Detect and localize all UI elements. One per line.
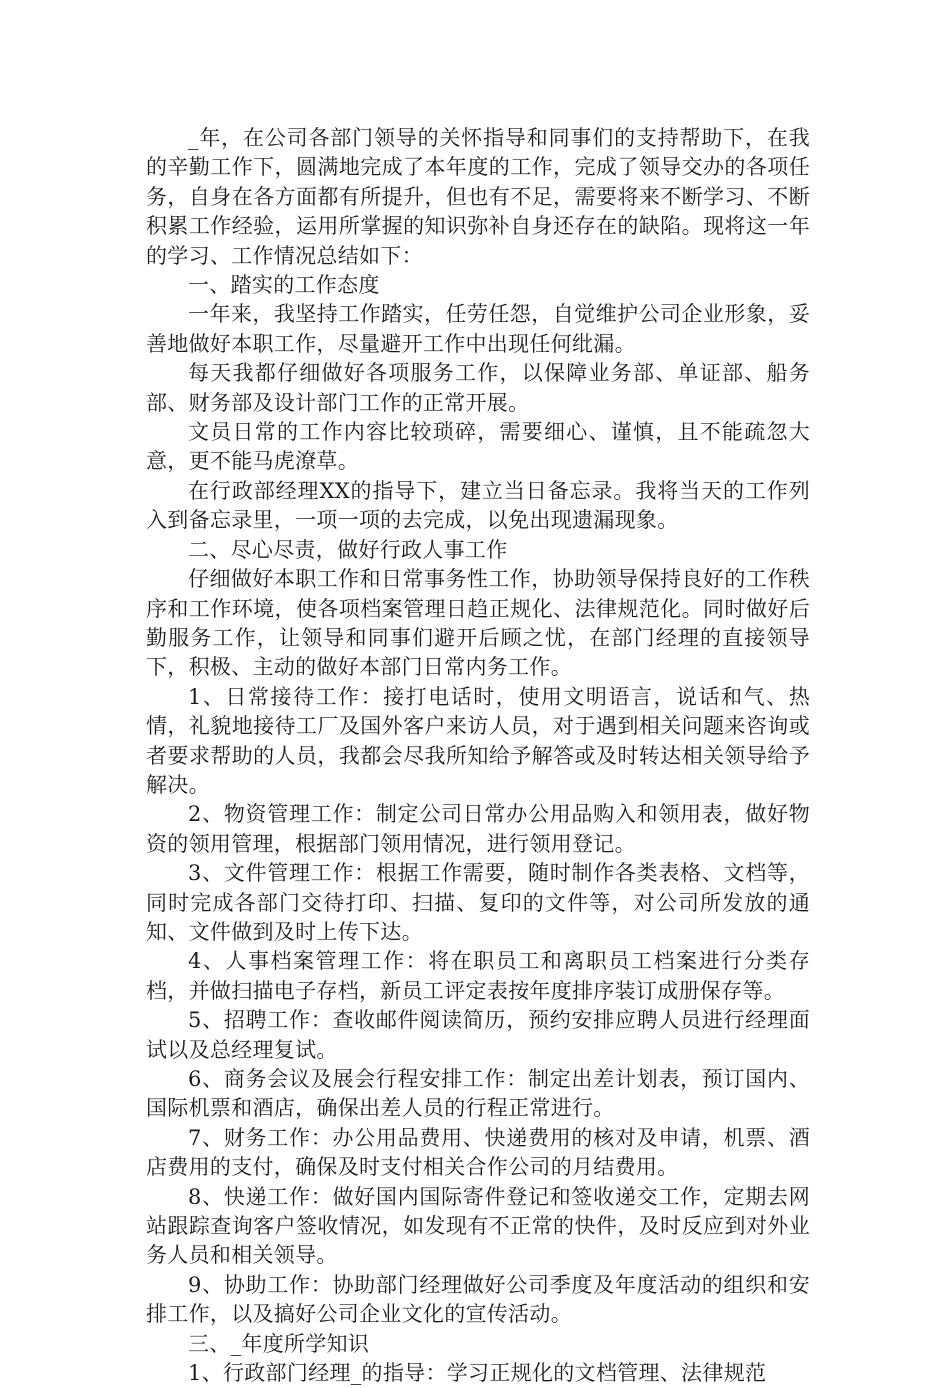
list-item-recruiting: 5、招聘工作：查收邮件阅读简历，预约安排应聘人员进行经理面试以及总经理复试。 xyxy=(146,1008,810,1062)
list-item-personnel-records: 4、人事档案管理工作：将在职员工和离职员工档案进行分类存档，并做扫描电子存档，新员工评定表按年度排序装订成册保存等。 xyxy=(146,949,810,1003)
list-item-files: 3、文件管理工作：根据工作需要，随时制作各类表格、文档等，同时完成各部门交待打印、扫描、复印的文件等，对公司所发放的通知、文件做到及时上传下达。 xyxy=(146,861,810,944)
section-heading-3: 三、_年度所学知识 xyxy=(188,1331,370,1356)
paragraph: 文员日常的工作内容比较琐碎，需要细心、谨慎，且不能疏忽大意，更不能马虎潦草。 xyxy=(146,420,810,474)
document-body xyxy=(146,124,810,1388)
paragraph: 每天我都仔细做好各项服务工作，以保障业务部、单证部、船务部、财务部及设计部门工作的正常开展。 xyxy=(146,361,810,415)
list-item-business-travel: 6、商务会议及展会行程安排工作：制定出差计划表，预订国内、国际机票和酒店，确保出差人员的行程正常进行。 xyxy=(146,1067,810,1121)
paragraph: 仔细做好本职工作和日常事务性工作，协助领导保持良好的工作秩序和工作环境，使各项档案管理日趋正规化、法律规范化。同时做好后勤服务工作，让领导和同事们避开后顾之忧，在部门经理的直接领导下，积极、主动的做好本部门日常内务工作。 xyxy=(146,567,810,680)
list-item-reception: 1、日常接待工作：接打电话时，使用文明语言，说话和气、热情，礼貌地接待工厂及国外客户来访人员，对于遇到相关问题来咨询或者要求帮助的人员，我都会尽我所知给予解答或及时转达相关领导给予解决。 xyxy=(146,684,810,797)
list-item-finance: 7、财务工作：办公用品费用、快递费用的核对及申请，机票、酒店费用的支付，确保及时支付相关合作公司的月结费用。 xyxy=(146,1125,810,1180)
paragraph: 一年来，我坚持工作踏实，任劳任怨，自觉维护公司企业形象，妥善地做好本职工作，尽量避开工作中出现任何纰漏。 xyxy=(146,302,810,356)
list-item-supplies: 2、物资管理工作：制定公司日常办公用品购入和领用表，做好物资的领用管理，根据部门领用情况，进行领用登记。 xyxy=(146,802,810,856)
section-heading-1: 一、踏实的工作态度 xyxy=(188,273,380,298)
list-item-assistance: 9、协助工作：协助部门经理做好公司季度及年度活动的组织和安排工作，以及搞好公司企业文化的宣传活动。 xyxy=(146,1272,810,1327)
list-item-courier: 8、快递工作：做好国内国际寄件登记和签收递交工作，定期去网站跟踪查询客户签收情况，如发现有不正常的快件，及时反应到对外业务人员和相关领导。 xyxy=(146,1184,810,1268)
section-heading-2: 二、尽心尽责，做好行政人事工作 xyxy=(188,537,508,562)
intro-paragraph: _年，在公司各部门领导的关怀指导和同事们的支持帮助下，在我的辛勤工作下，圆满地完成了本年度的工作，完成了领导交办的各项任务，自身在各方面都有所提升，但也有不足，需要将来不断学习、不断积累工作经验，运用所掌握的知识弥补自身还存在的缺陷。现将这一年的学习、工作情况总结如下： xyxy=(146,126,810,268)
paragraph: 在行政部经理XX的指导下，建立当日备忘录。我将当天的工作列入到备忘录里，一项一项的去完成，以免出现遗漏现象。 xyxy=(146,478,810,533)
paragraph: 1、行政部门经理_的指导：学习正规化的文档管理、法律规范 xyxy=(188,1361,767,1386)
